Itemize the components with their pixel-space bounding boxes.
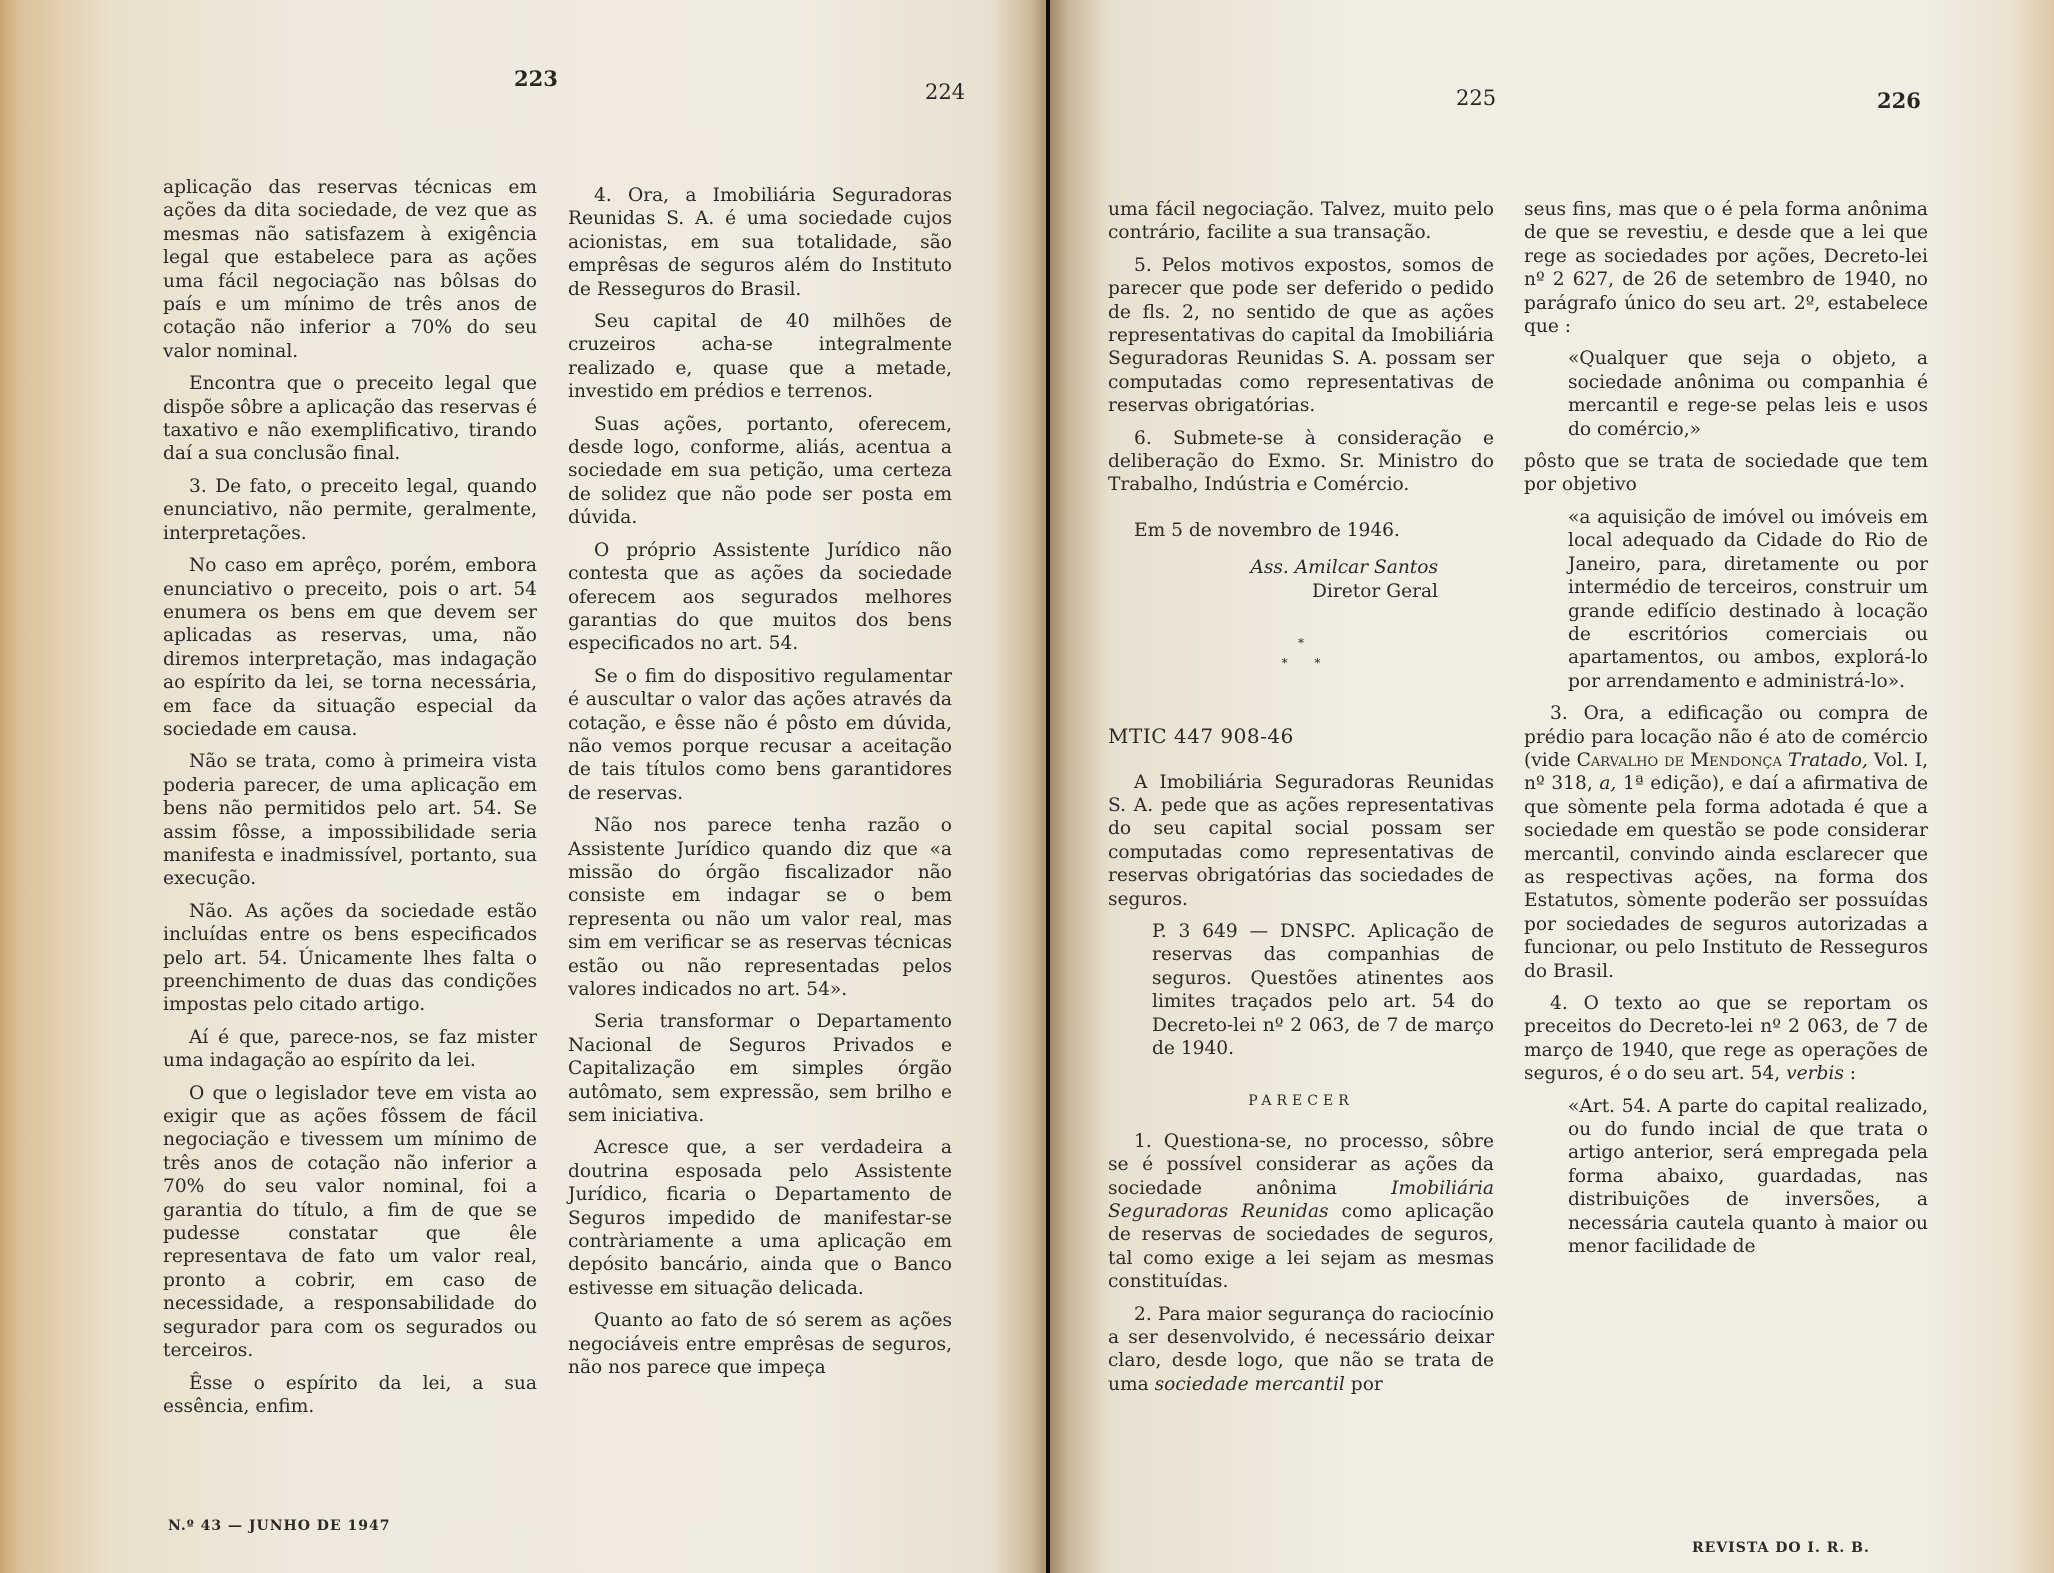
column-page-226 <box>1524 198 1928 1267</box>
summary-block: P. 3 649 — DNSPC. Aplicação de reservas das companhias de seguros. Questões atinentes aos limites traçados pelo art. 54 do Decreto-lei nº 2 063, de 7 de março de 1940. <box>1152 920 1494 1059</box>
paragraph: O que o legislador teve em vista ao exigir que as ações fôssem de fácil negociação e tivessem um mínimo de três anos de cotação não inferior a 70% do seu valor nominal, foi a garantia do título, a fim de que se pudesse constatar que êle representava de fato um valor real, pronto a cobrir, em caso de necessidade, a responsabilidade do segurador para com os segurados ou terceiros. <box>163 1082 537 1362</box>
paragraph: 3. Ora, a edificação ou compra de prédio para locação não é ato de comércio (vide Carvalho de Mendonça Tratado, Vol. I, nº 318, a, 1ª edição), e daí a afirmativa de que sòmente pela forma adotada é que a sociedade em questão se pode considerar mercantil, convindo ainda esclarecer que as respectivas ações, na forma dos Estatutos, sòmente poderão ser possuídas por sociedades de seguros autorizadas a funcionar, ou pelo Instituto de Resseguros do Brasil. <box>1524 703 1928 982</box>
footer-issue: N.º 43 — JUNHO DE 1947 <box>168 1518 391 1534</box>
paragraph: 4. O texto ao que se reportam os preceitos do Decreto-lei nº 2 063, de 7 de março de 1940, que rege as operações de seguros, é o do seu art. 54, verbis : <box>1524 993 1928 1085</box>
signature-name: Ass. Amilcar Santos <box>1250 557 1438 579</box>
paragraph: 5. Pelos motivos expostos, somos de parecer que pode ser deferido o pedido de fls. 2, no sentido de que as ações representativas do capital da Imobiliária Seguradoras Reunidas S. A. possam ser computadas como representativas de reservas obrigatórias. <box>1108 254 1494 417</box>
parecer-title: PARECER <box>1248 1093 1354 1110</box>
paragraph: Encontra que o preceito legal que dispõe sôbre a aplicação das reservas é taxativo e não exemplificativo, tirando daí a sua conclusão final. <box>163 373 537 465</box>
paragraph: aplicação das reservas técnicas em ações da dita sociedade, de vez que as mesmas não satisfazem à exigência legal que estabelece para as ações uma fácil negociação nas bôlsas do país e um mínimo de três anos de cotação não inferior a 70% do seu valor nominal. <box>163 177 537 362</box>
column-page-224 <box>568 184 952 1389</box>
right-page <box>1050 0 2054 1573</box>
process-heading: MTIC 447 908-46 <box>1108 724 1294 749</box>
page-number-225: 225 <box>1456 86 1497 110</box>
page-number-223: 223 <box>514 66 558 91</box>
paragraph: Seria transformar o Departamento Nacional de Seguros Privados e Capitalização em simples órgão autômato, sem expressão, sem brilho e sem iniciativa. <box>568 1011 952 1127</box>
paragraph: pôsto que se trata de sociedade que tem por objetivo <box>1524 451 1928 496</box>
paragraph: Não nos parece tenha razão o Assistente Jurídico quando diz que «a missão do órgão fiscalizador não consiste em indagar se o bem representa ou não um valor real, mas sim em verificar se as reservas técnicas estão ou não representadas pelos valores indicados no art. 54». <box>568 815 952 1000</box>
paragraph: 6. Submete-se à consideração e deliberação do Exmo. Sr. Ministro do Trabalho, Indústria e Comércio. <box>1108 427 1494 496</box>
signature-title: Diretor Geral <box>1312 580 1438 602</box>
paragraph: 4. Ora, a Imobiliária Seguradoras Reunidas S. A. é uma sociedade cujos acionistas, em sua totalidade, são emprêsas de seguros além do Instituto de Resseguros do Brasil. <box>568 185 952 300</box>
paragraph: 2. Para maior segurança do raciocínio a ser desenvolvido, é necessário deixar claro, desde logo, que não se trata de uma sociedade mercantil por <box>1108 1303 1494 1395</box>
column-page-225 <box>1108 198 1494 1405</box>
paragraph: Aí é que, parece-nos, se faz mister uma indagação ao espírito da lei. <box>163 1026 537 1072</box>
paragraph: Quanto ao fato de só serem as ações negociáveis entre emprêsas de seguros, não nos parece que impeça <box>568 1310 952 1379</box>
paragraph: A Imobiliária Seguradoras Reunidas S. A. pede que as ações representativas do seu capital social possam ser computadas como representativas de reservas obrigatórias das sociedades de seguros. <box>1108 771 1494 910</box>
page-number-226: 226 <box>1877 88 1921 113</box>
paragraph: Seu capital de 40 milhões de cruzeiros acha-se integralmente realizado e, quase que a metade, investido em prédios e terrenos. <box>568 311 952 403</box>
paragraph: Acresce que, a ser verdadeira a doutrina esposada pelo Assistente Jurídico, ficaria o Departamento de Seguros impedido de manifestar-se contràriamente a uma aplicação em depósito bancário, ainda que o Banco estivesse em situação delicada. <box>568 1137 952 1299</box>
date-line: Em 5 de novembro de 1946. <box>1134 519 1400 541</box>
paragraph: 3. De fato, o preceito legal, quando enunciativo, não permite, geralmente, interpretações. <box>163 475 537 544</box>
paragraph: No caso em aprêço, porém, embora enunciativo o preceito, pois o art. 54 enumera os bens em que devem ser aplicadas as reservas, uma, não diremos interpretação, mas indagação ao espírito da lei, se torna necessária, em face da situação especial da sociedade em causa. <box>163 555 537 740</box>
paragraph: Êsse o espírito da lei, a sua essência, enfim. <box>163 1372 537 1417</box>
section-separator: * * * <box>1281 636 1321 671</box>
paragraph: 1. Questiona-se, no processo, sôbre se é possível considerar as ações da sociedade anônima Imobiliária Seguradoras Reunidas como aplicação de reservas de sociedades de seguros, tal como exige a lei sejam as mesmas constituídas. <box>1108 1130 1494 1293</box>
paragraph: Não se trata, como à primeira vista poderia parecer, de uma aplicação em bens não permitidos pelo art. 54. Se assim fôsse, a impossibilidade seria manifesta e inadmissível, portanto, sua execução. <box>163 751 537 890</box>
paragraph: Se o fim do dispositivo regulamentar é auscultar o valor das ações através da cotação, e êsse não é pôsto em dúvida, não vemos porque recusar a aceitação de tais títulos como bens garantidores de reservas. <box>568 665 952 804</box>
footer-journal: REVISTA DO I. R. B. <box>1692 1540 1870 1556</box>
quote-block: «a aquisição de imóvel ou imóveis em local adequado da Cidade do Rio de Janeiro, para, diretamente ou por intermédio de terceiros, construir um grande edifício destinado à locação de escritórios comerciais ou apartamentos, ou ambos, explorá-lo por arrendamento e administrá-lo». <box>1568 506 1928 692</box>
quote-block: «Art. 54. A parte do capital realizado, ou do fundo incial de que trata o artigo anterior, será empregada pela forma abaixo, guardadas, nas distribuições de inversões, a necessária cautela quanto à maior ou menor facilidade de <box>1568 1095 1928 1258</box>
paragraph: O próprio Assistente Jurídico não contesta que as ações da sociedade oferecem aos segurados melhores garantias do que muitos dos bens especificados no art. 54. <box>568 539 952 655</box>
paragraph: Não. As ações da sociedade estão incluídas entre os bens especificados pelo art. 54. Únicamente lhes falta o preenchimento de duas das condições impostas pelo citado artigo. <box>163 900 537 1016</box>
column-page-223 <box>163 176 537 1427</box>
page-number-224: 224 <box>925 80 966 104</box>
paragraph: Suas ações, portanto, oferecem, desde logo, conforme, aliás, acentua a sociedade em sua petição, uma certeza de solidez que não pode ser posta em dúvida. <box>568 413 952 529</box>
paragraph: seus fins, mas que o é pela forma anônima de que se revestiu, e desde que a lei que rege as sociedades por ações, Decreto-lei nº 2 627, de 26 de setembro de 1940, no parágrafo único do seu art. 2º, estabelece que : <box>1524 199 1928 338</box>
quote-block: «Qualquer que seja o objeto, a sociedade anônima ou companhia é mercantil e rege-se pelas leis e usos do comércio,» <box>1568 348 1928 440</box>
paragraph: uma fácil negociação. Talvez, muito pelo contrário, facilite a sua transação. <box>1108 199 1494 244</box>
